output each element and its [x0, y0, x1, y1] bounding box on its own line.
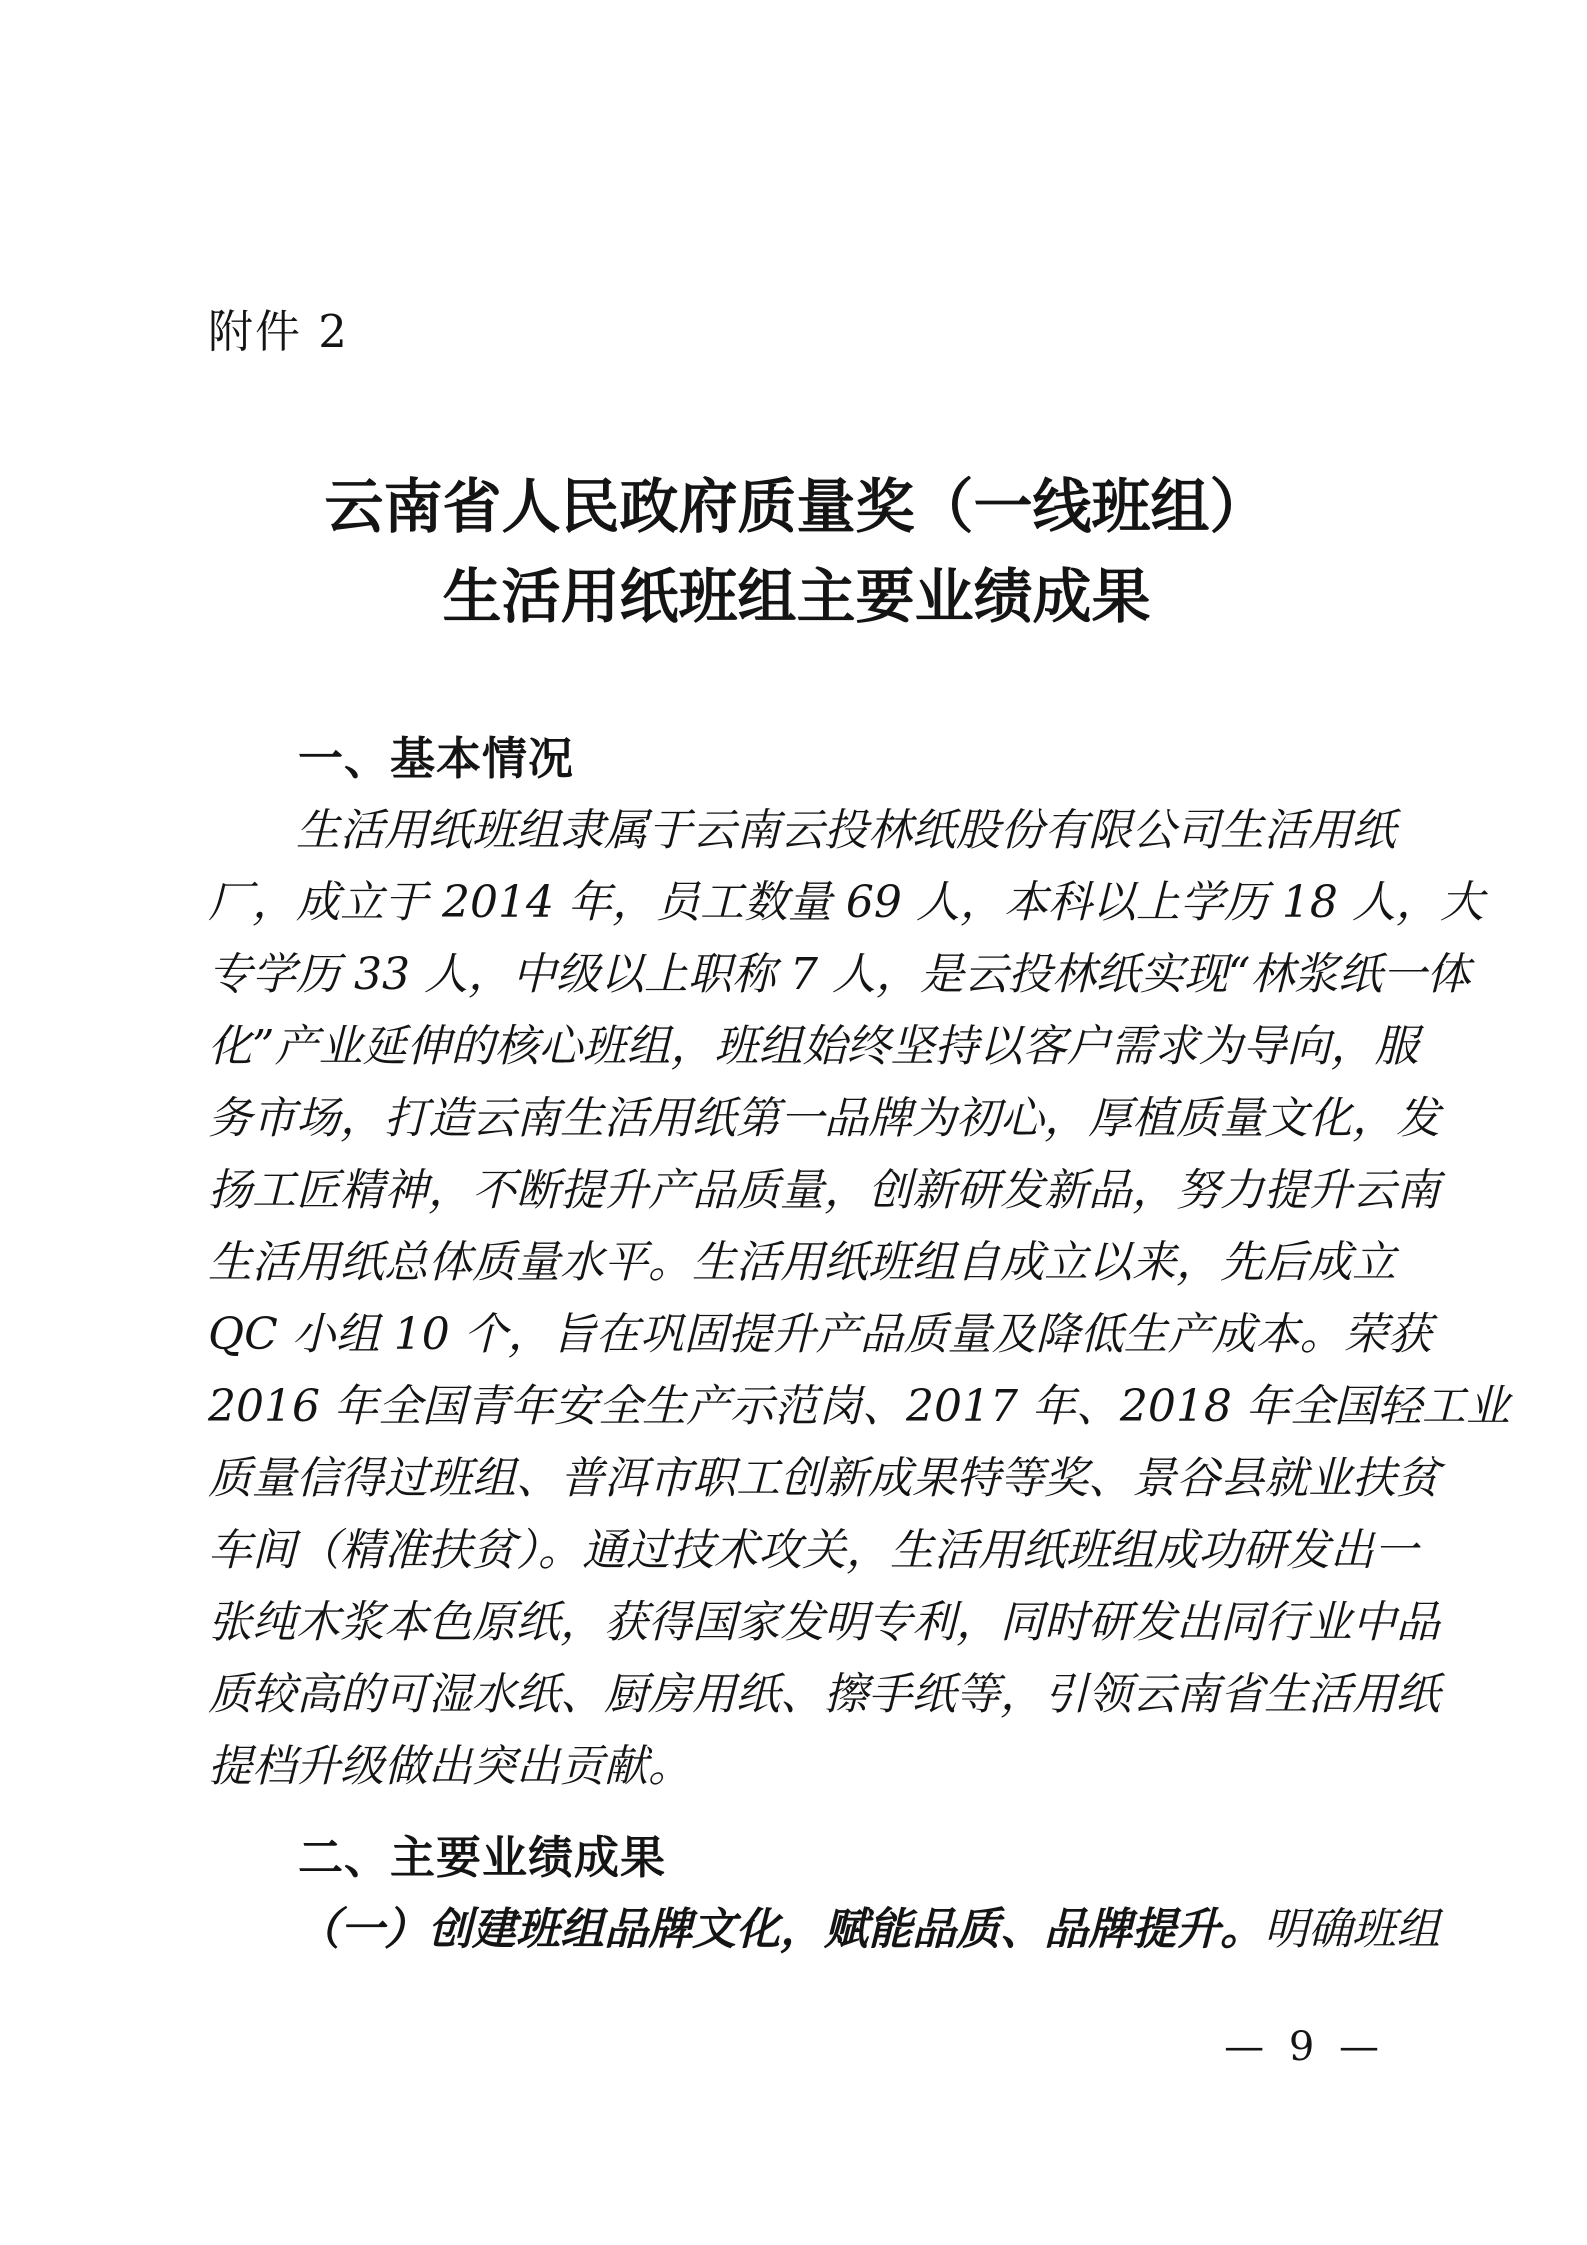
- body-line: 专学历 33 人，中级以上职称 7 人，是云投林纸实现“林浆纸一体: [208, 949, 1471, 1000]
- body-line: 提档升级做出突出贡献。: [208, 1741, 692, 1792]
- body-line: 质较高的可湿水纸、厨房用纸、擦手纸等，引领云南省生活用纸: [208, 1669, 1440, 1720]
- document-title-line-2: 生活用纸班组主要业绩成果: [442, 562, 1151, 631]
- body-line: 生活用纸班组隶属于云南云投林纸股份有限公司生活用纸: [296, 805, 1396, 856]
- body-line: 张纯木浆本色原纸，获得国家发明专利，同时研发出同行业中品: [208, 1597, 1440, 1648]
- body-line: 2016 年全国青年安全生产示范岗、2017 年、2018 年全国轻工业: [208, 1381, 1510, 1432]
- page-number-footer: — 9 —: [1224, 2024, 1385, 2070]
- document-title-line-1: 云南省人民政府质量奖（一线班组）: [324, 472, 1269, 541]
- body-line: 生活用纸总体质量水平。生活用纸班组自成立以来，先后成立: [208, 1237, 1396, 1288]
- body-line: 车间（精准扶贫）。通过技术攻关，生活用纸班组成功研发出一: [208, 1525, 1418, 1576]
- body-line: 扬工匠精神，不断提升产品质量，创新研发新品，努力提升云南: [208, 1165, 1440, 1216]
- section-1-body: [208, 795, 1510, 1803]
- body-line: 务市场，打造云南生活用纸第一品牌为初心，厚植质量文化，发: [208, 1093, 1440, 1144]
- body-line: 质量信得过班组、普洱市职工创新成果特等奖、景谷县就业扶贫: [208, 1453, 1440, 1504]
- body-line: 化”产业延伸的核心班组，班组始终坚持以客户需求为导向，服: [208, 1021, 1419, 1072]
- section-heading-main-achievements: 二、主要业绩成果: [298, 1831, 667, 1884]
- body-line: 厂，成立于 2014 年，员工数量 69 人，本科以上学历 18 人，大: [208, 877, 1484, 928]
- subsection-heading: （一）创建班组品牌文化，赋能品质、品牌提升。: [296, 1904, 1264, 1955]
- body-line: QC 小组 10 个，旨在巩固提升产品质量及降低生产成本。荣获: [208, 1309, 1432, 1360]
- subsection-text: 明确班组: [1264, 1904, 1440, 1955]
- section-heading-basic-information: 一、基本情况: [298, 732, 575, 785]
- attachment-label: 附件 2: [208, 305, 349, 358]
- document-title: [208, 462, 1385, 642]
- subsection-paragraph: [208, 1897, 1440, 1963]
